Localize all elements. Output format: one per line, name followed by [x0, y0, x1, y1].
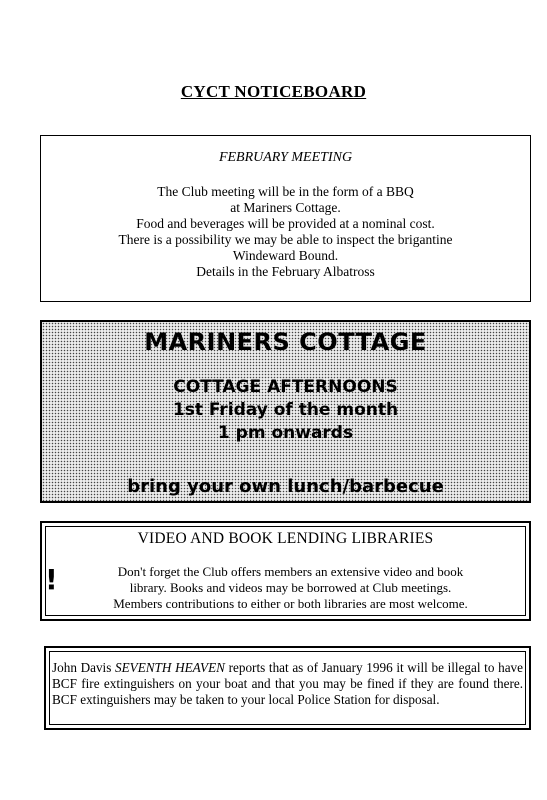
- february-line: Windeward Bound.: [232, 248, 339, 263]
- boat-name: SEVENTH HEAVEN: [115, 660, 225, 675]
- fire-extinguisher-notice: [44, 646, 531, 730]
- exclamation-icon: !: [45, 563, 58, 596]
- bring-lunch-line: bring your own lunch/barbecue: [127, 476, 444, 497]
- february-line: Details in the February Albatross: [196, 264, 375, 279]
- libraries-line: library. Books and videos may be borrowed at Club meetings.: [129, 580, 452, 595]
- author-name: John Davis: [52, 660, 112, 675]
- february-line: at Mariners Cottage.: [230, 200, 341, 215]
- mariners-line: 1 pm onwards: [217, 423, 354, 443]
- mariners-line: COTTAGE AFTERNOONS: [173, 377, 398, 397]
- fire-body: reports that as of January 1996 it will be illegal to have BCF fire extinguishers on your boat and that you may be fined if they are found there. BCF extinguishers may be taken to your local Police Station for disposal.: [52, 660, 523, 707]
- fire-extinguisher-text: [52, 660, 523, 708]
- lending-libraries-notice: [40, 521, 531, 621]
- libraries-line: Don't forget the Club offers members an extensive video and book: [117, 564, 464, 579]
- mariners-cottage-title: MARINERS COTTAGE: [144, 328, 427, 356]
- mariners-cottage-notice: [40, 320, 531, 503]
- february-line: Food and beverages will be provided at a nominal cost.: [136, 216, 435, 231]
- february-line: The Club meeting will be in the form of a BBQ: [157, 184, 414, 199]
- libraries-line: Members contributions to either or both libraries are most welcome.: [113, 596, 468, 611]
- february-meeting-heading: FEBRUARY MEETING: [218, 150, 353, 165]
- page-title: CYCT NOTICEBOARD: [180, 82, 367, 101]
- february-line: There is a possibility we may be able to inspect the brigantine: [118, 232, 453, 247]
- libraries-heading: VIDEO AND BOOK LENDING LIBRARIES: [137, 530, 434, 547]
- february-meeting-notice: [40, 135, 531, 302]
- mariners-line: 1st Friday of the month: [172, 400, 399, 420]
